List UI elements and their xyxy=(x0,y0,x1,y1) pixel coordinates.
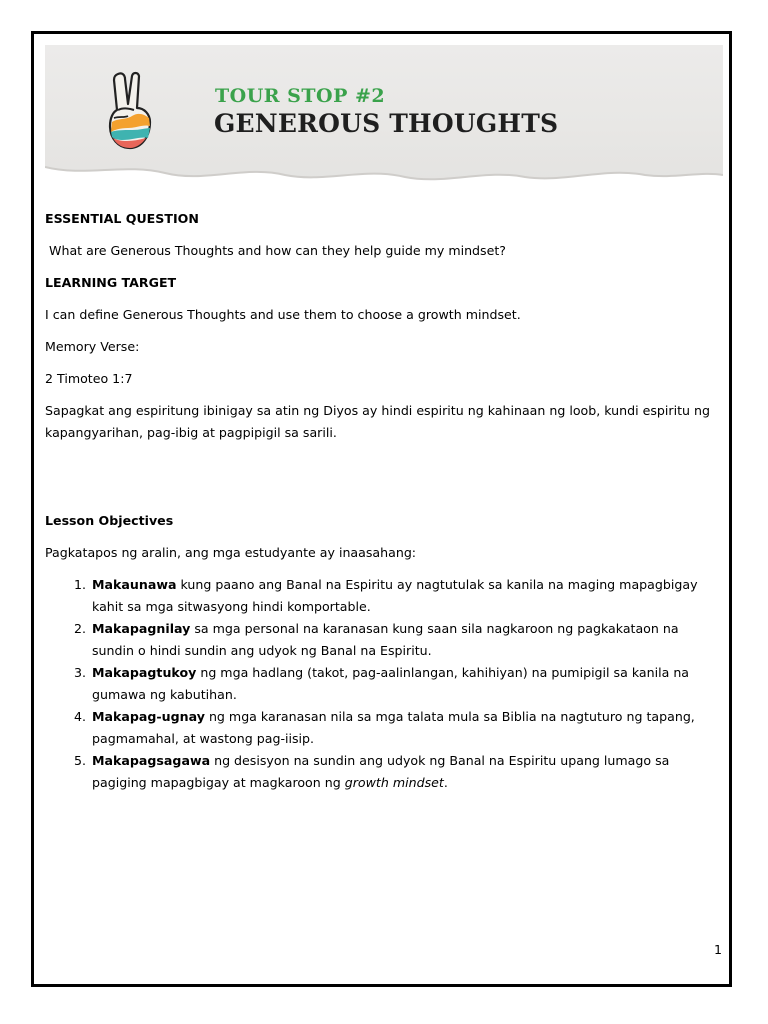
objective-item: 1. Makaunawa kung paano ang Banal na Espiritu ay nagtutulak sa kanila na maging mapagbigay kahit sa mga sitwasyong hindi komportable. xyxy=(90,574,715,618)
lesson-objectives-heading: Lesson Objectives xyxy=(45,513,174,528)
document-body xyxy=(45,208,715,794)
memory-verse-text: Sapagkat ang espiritung ibinigay sa atin ng Diyos ay hindi espiritu ng kahinaan ng loob, kundi espiritu ng kapangyarihan, pag-ibig at pagpipigil sa sarili. xyxy=(45,403,710,440)
page-title: GENEROUS THOUGHTS xyxy=(214,109,559,138)
essential-question-heading: ESSENTIAL QUESTION xyxy=(45,211,199,226)
tour-stop-label: TOUR STOP #2 xyxy=(215,85,386,107)
learning-target-heading: LEARNING TARGET xyxy=(45,275,177,290)
page-number: 1 xyxy=(714,942,723,957)
learning-target-text: I can define Generous Thoughts and use them to choose a growth mindset. xyxy=(45,307,521,322)
lesson-objectives-intro: Pagkatapos ng aralin, ang mga estudyante ay inaasahang: xyxy=(45,545,417,560)
objectives-list xyxy=(45,574,715,794)
peace-sign-hand-icon xyxy=(104,70,160,152)
objective-item: 5. Makapagsagawa ng desisyon na sundin ang udyok ng Banal na Espiritu upang lumago sa pagiging mapagbigay at magkaroon ng growth mindset. xyxy=(90,750,715,794)
objective-item: 3. Makapagtukoy ng mga hadlang (takot, pag-aalinlangan, kahihiyan) na pumipigil sa kanila na gumawa ng kabutihan. xyxy=(90,662,715,706)
torn-paper-edge xyxy=(45,157,723,187)
memory-verse-reference: 2 Timoteo 1:7 xyxy=(45,371,133,386)
essential-question-text: What are Generous Thoughts and how can they help guide my mindset? xyxy=(49,243,506,258)
objective-item: 4. Makapag-ugnay ng mga karanasan nila sa mga talata mula sa Biblia na nagtuturo ng tapang, pagmamahal, at wastong pag-iisip. xyxy=(90,706,715,750)
objective-item: 2. Makapagnilay sa mga personal na karanasan kung saan sila nagkaroon ng pagkakataon na sundin o hindi sundin ang udyok ng Banal na Espiritu. xyxy=(90,618,715,662)
memory-verse-label: Memory Verse: xyxy=(45,339,140,354)
